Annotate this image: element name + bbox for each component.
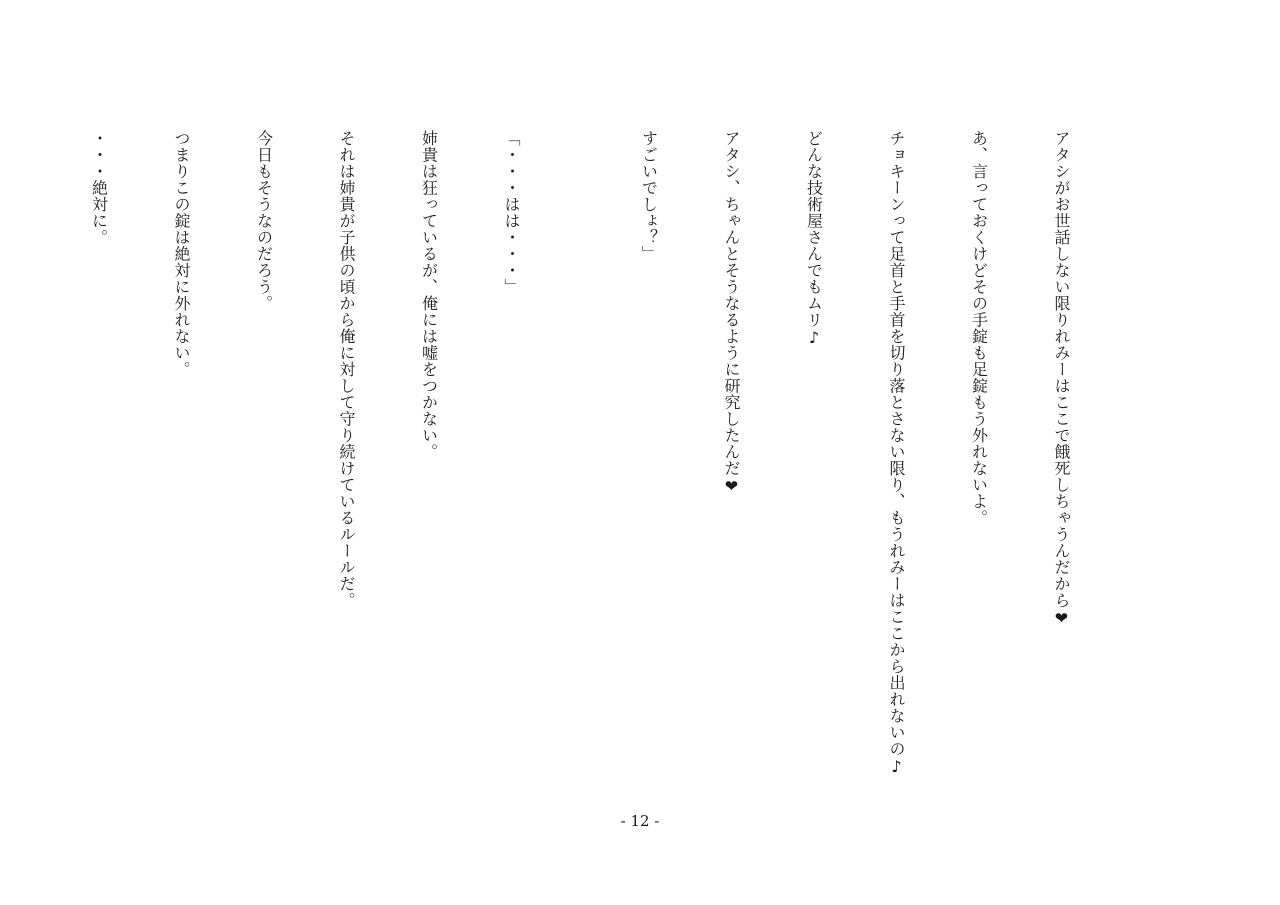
text-line: あ、言っておくけどその手錠も足錠もう外れないよ。 bbox=[969, 130, 989, 526]
text-line: チョキーンって足首と手首を切り落とさない限り、もうれみーはここから出れないの♪ bbox=[887, 130, 906, 777]
text-line: つまりこの錠は絶対に外れない。 bbox=[172, 130, 191, 378]
text-line: それは姉貴が子供の頃から俺に対して守り続けているルールだ。 bbox=[337, 130, 356, 609]
text-line: どんな技術屋さんでもムリ♪ bbox=[804, 130, 824, 348]
text-line: 姉貴は狂っているが、俺には嘘をつかない。 bbox=[419, 130, 439, 460]
text-line: 今日もそうなのだろう。 bbox=[254, 130, 274, 312]
text-line: すごいでしょ？」 bbox=[639, 130, 659, 262]
text-line: アタシがお世話しない限りれみーはここで餓死しちゃうんだから❤ bbox=[1052, 130, 1071, 628]
text-line: アタシ、ちゃんとそうなるように研究したんだ❤ bbox=[722, 130, 741, 496]
text-line: 「・・・はは・・・」 bbox=[502, 130, 521, 295]
text-line: ・・・絶対に。 bbox=[89, 130, 109, 246]
vertical-text-body bbox=[0, 130, 1130, 777]
page-number: - 12 - bbox=[620, 812, 660, 830]
